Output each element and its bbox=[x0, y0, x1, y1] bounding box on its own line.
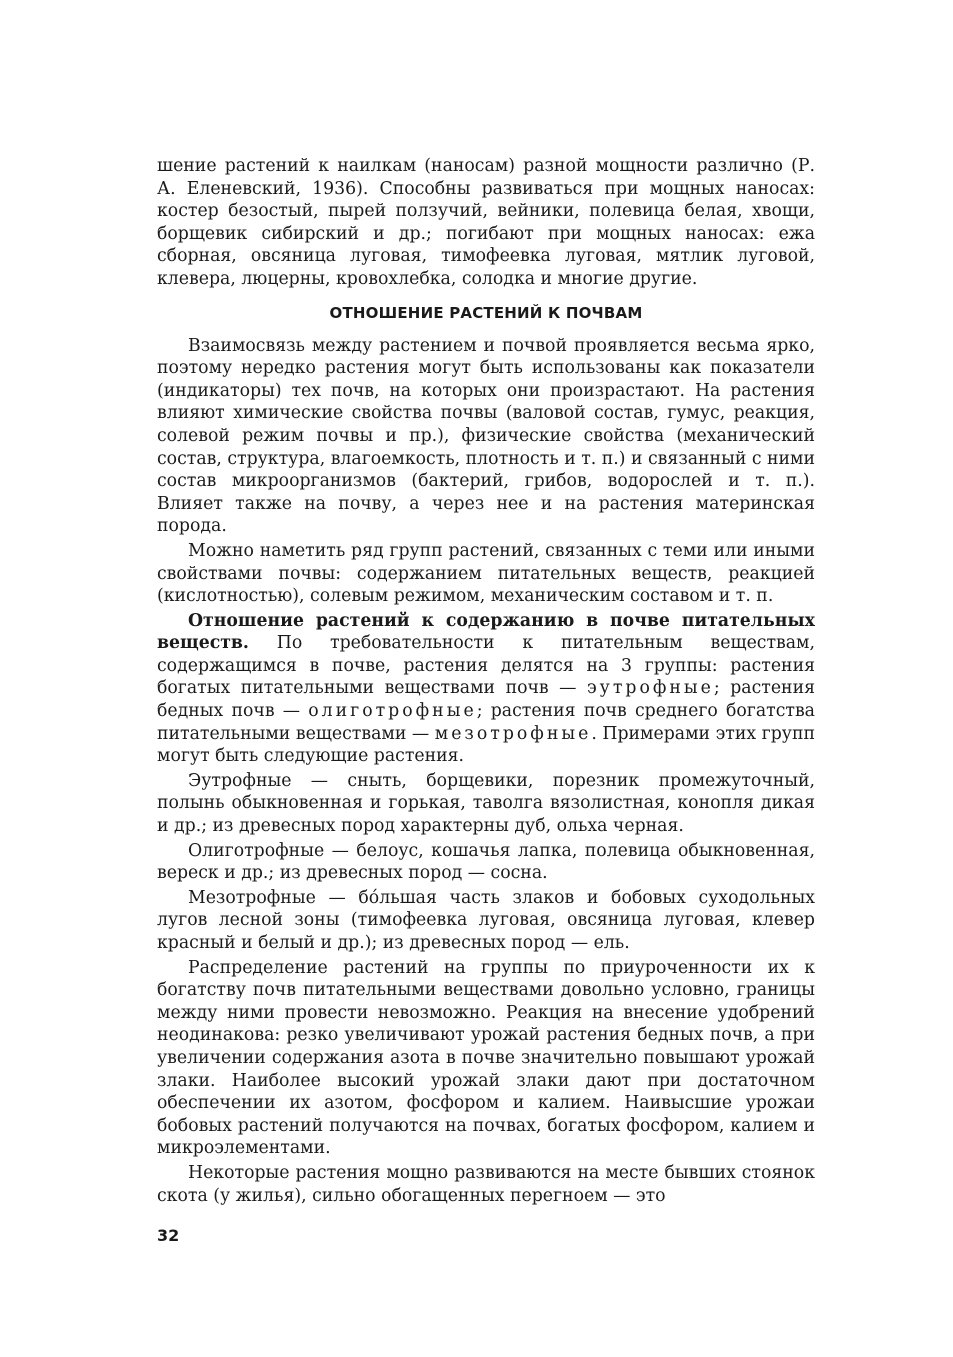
paragraph-final: Некоторые растения мощно развиваются на месте бывших стоянок скота (у жилья), сильно обогащенных перегноем — это bbox=[157, 1162, 815, 1206]
page-number: 32 bbox=[157, 1226, 180, 1245]
paragraph-oligotrophic-examples: Олиготрофные — белоус, кошачья лапка, полевица обыкновенная, вереск и др.; из древесных пород — сосна. bbox=[157, 840, 815, 884]
paragraph-plant-groups: Можно наметить ряд групп растений, связанных с теми или иными свойствами почвы: содержанием питательных веществ, реакцией (кислотностью), солевым режимом, механическим составом и т. п. bbox=[157, 540, 815, 607]
paragraph-continuation: шение растений к наилкам (наносам) разной мощности различно (Р. А. Еленевский, 1936). Способны развиваться при мощных наносах: костер безостый, пырей ползучий, вейники, полевица белая, хвощи, борщевик сибирский и др.; погибают при мощных наносах: ежа сборная, овсяница луговая, тимофеевка луговая, мятлик луговой, клевера, люцерны, кровохлебка, солодка и многие другие. bbox=[157, 156, 815, 289]
section-heading: ОТНОШЕНИЕ РАСТЕНИЙ К ПОЧВАМ bbox=[329, 303, 643, 322]
text-span: По требовательности к питательным веществам, содержащимся в почве, растения делятся на 3 группы: растения богатых питательными веществами почв — bbox=[157, 633, 815, 699]
page-body bbox=[157, 155, 815, 1207]
paragraph-mesotrophic-examples: Мезотрофные — бо́льшая часть злаков и бобовых суходольных лугов лесной зоны (тимофеевка луговая, овсяница луговая, клевер красный и белый и др.); из древесных пород — ель. bbox=[157, 887, 815, 953]
term-eutrophic: эутрофные bbox=[586, 678, 714, 699]
paragraph-lead-bold: Отношение растений к содержанию в почве питательных веществ. bbox=[157, 610, 815, 654]
paragraph-distribution: Распределение растений на группы по приуроченности их к богатству почв питательными веществами довольно условно, границы между ними провести невозможно. Реакция на внесение удобрений неодинакова: резко увеличивают урожай растения бедных почв, а при увеличении содержания азота в почве значительно повышают урожай злаки. Наиболее высокий урожай злаки дают при достаточном обеспечении их азотом, фосфором и калием. Наивысшие урожаи бобовых растений получаются на почвах, богатых фосфором, калием и микроэлементами. bbox=[157, 957, 815, 1159]
text-span: ; растения бедных почв — bbox=[157, 678, 815, 722]
paragraph-nutrients bbox=[157, 610, 815, 768]
term-mesotrophic: мезотрофные bbox=[434, 723, 592, 744]
text-span: ; растения почв среднего богатства питательными веществами — bbox=[157, 701, 815, 744]
paragraph-intro: Взаимосвязь между растением и почвой проявляется весьма ярко, поэтому нередко растения могут быть использованы как показатели (индикаторы) тех почв, на которых они произрастают. На растения влияют химические свойства почвы (валовой состав, гумус, реакция, солевой режим почвы и пр.), физические свойства (механический состав, структура, влагоемкость, плотность и т. п.) и связанный с ними состав микроорганизмов (бактерий, грибов, водорослей и т. п.). Влияет также на почву, а через нее и на растения материнская порода. bbox=[157, 335, 816, 537]
paragraph-eutrophic-examples: Эутрофные — сныть, борщевики, порезник промежуточный, полынь обыкновенная и горькая, таволга вязолистная, конопля дикая и др.; из древесных пород характерны дуб, ольха черная. bbox=[157, 770, 815, 837]
term-oligotrophic: олиготрофные bbox=[308, 701, 477, 722]
text-span: . Примерами этих групп могут быть следующие растения. bbox=[157, 723, 815, 767]
